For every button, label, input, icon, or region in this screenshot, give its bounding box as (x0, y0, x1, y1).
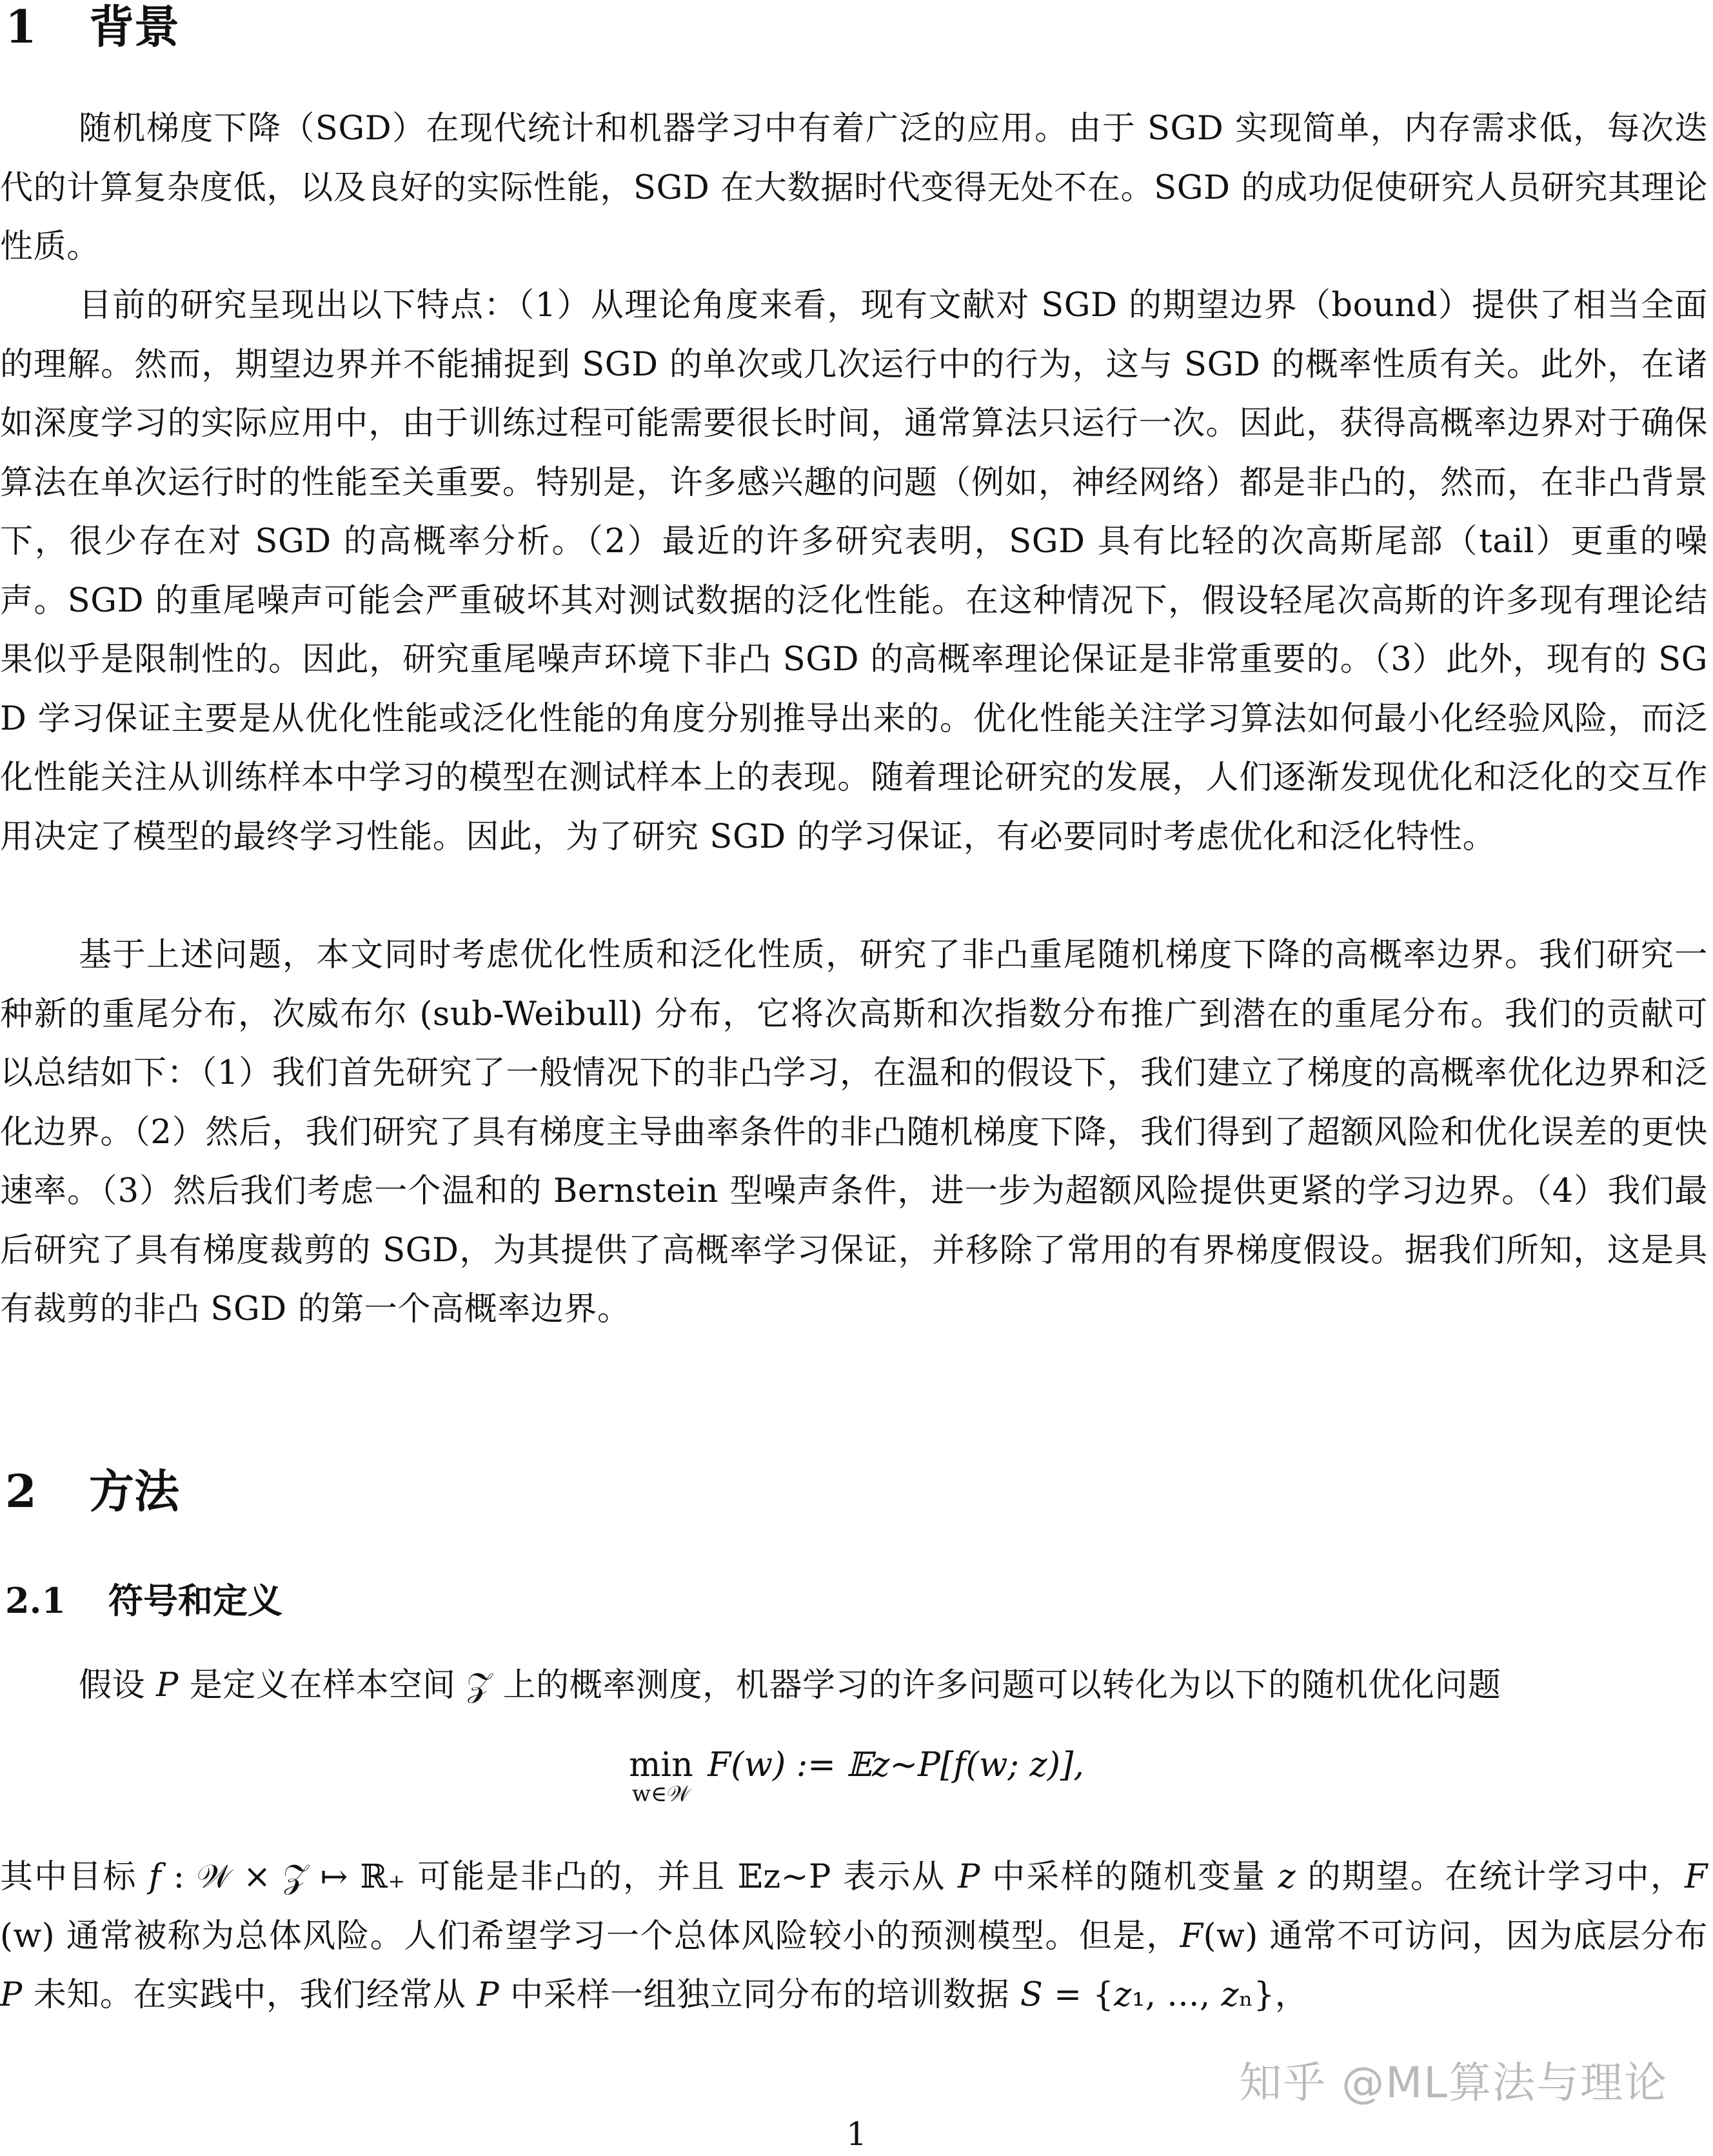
section-number: 2 (5, 1464, 37, 1518)
equation-subscript: w∈𝒲 (631, 1781, 690, 1807)
section-heading-2 (5, 1464, 179, 1519)
optimization-equation (0, 1746, 1713, 1836)
equation-operator: min (629, 1746, 693, 1784)
paragraph-intro: 假设 𝑃 是定义在样本空间 𝒵 上的概率测度，机器学习的许多问题可以转化为以下的随机优化问题 (79, 1666, 1501, 1704)
paragraph-3: 基于上述问题，本文同时考虑优化性质和泛化性质，研究了非凸重尾随机梯度下降的高概率边界。我们研究一种新的重尾分布，次威布尔 (sub-Weibull) 分布，它将次高斯和次指数分布推广到潜在的重尾分布。我们的贡献可以总结如下：（1）我们首先研究了一般情况下的非凸学习，在温和的假设下，我们建立了梯度的高概率优化边界和泛化边界。（2）然后，我们研究了具有梯度主导曲率条件的非凸随机梯度下降，我们得到了超额风险和优化误差的更快速率。（3）然后我们考虑一个温和的 Bernstein 型噪声条件，进一步为超额风险提供更紧的学习边界。（4）我们最后研究了具有梯度裁剪的 SGD，为其提供了高概率学习保证，并移除了常用的有界梯度假设。据我们所知，这是具有裁剪的非凸 SGD 的第一个高概率边界。 (0, 936, 1708, 1328)
page-number: 1 (846, 2115, 867, 2153)
section-heading-1 (5, 0, 179, 54)
section-number: 1 (5, 0, 37, 54)
subsection-number: 2.1 (5, 1580, 66, 1621)
equation-body: F(w) := 𝔼z∼P[f(w; z)], (708, 1746, 1084, 1784)
paragraph-1: 随机梯度下降（SGD）在现代统计和机器学习中有着广泛的应用。由于 SGD 实现简单，内存需求低，每次迭代的计算复杂度低，以及良好的实际性能，SGD 在大数据时代变得无处不在。SGD 的成功促使研究人员研究其理论性质。 (0, 110, 1708, 266)
paragraph-after-equation: 其中目标 𝑓 : 𝒲 × 𝒵 ↦ ℝ₊ 可能是非凸的，并且 𝔼z∼P 表示从 𝑃 中采样的随机变量 𝑧 的期望。在统计学习中，𝐹(w) 通常被称为总体风险。人们希望学习一个总体风险较小的预测模型。但是，𝐹(w) 通常不可访问，因为底层分布 𝑃 未知。在实践中，我们经常从 𝑃 中采样一组独立同分布的培训数据 𝑆 = {𝑧₁, ..., 𝑧ₙ}， (0, 1858, 1708, 2014)
subsection-heading-2-1 (5, 1578, 282, 1623)
watermark: 知乎 @ML算法与理论 (1239, 2058, 1668, 2108)
section-title: 背景 (89, 0, 179, 54)
subsection-title: 符号和定义 (108, 1580, 282, 1621)
section-title: 方法 (89, 1464, 179, 1518)
paragraph-2: 目前的研究呈现出以下特点：（1）从理论角度来看，现有文献对 SGD 的期望边界（bound）提供了相当全面的理解。然而，期望边界并不能捕捉到 SGD 的单次或几次运行中的行为，这与 SGD 的概率性质有关。此外，在诸如深度学习的实际应用中，由于训练过程可能需要很长时间，通常算法只运行一次。因此，获得高概率边界对于确保算法在单次运行时的性能至关重要。特别是，许多感兴趣的问题（例如，神经网络）都是非凸的，然而，在非凸背景下，很少存在对 SGD 的高概率分析。（2）最近的许多研究表明，SGD 具有比轻的次高斯尾部（tail）更重的噪声。SGD 的重尾噪声可能会严重破坏其对测试数据的泛化性能。在这种情况下，假设轻尾次高斯的许多现有理论结果似乎是限制性的。因此，研究重尾噪声环境下非凸 SGD 的高概率理论保证是非常重要的。（3）此外，现有的 SGD 学习保证主要是从优化性能或泛化性能的角度分别推导出来的。优化性能关注学习算法如何最小化经验风险，而泛化性能关注从训练样本中学习的模型在测试样本上的表现。随着理论研究的发展，人们逐渐发现优化和泛化的交互作用决定了模型的最终学习性能。因此，为了研究 SGD 的学习保证，有必要同时考虑优化和泛化特性。 (0, 286, 1708, 856)
